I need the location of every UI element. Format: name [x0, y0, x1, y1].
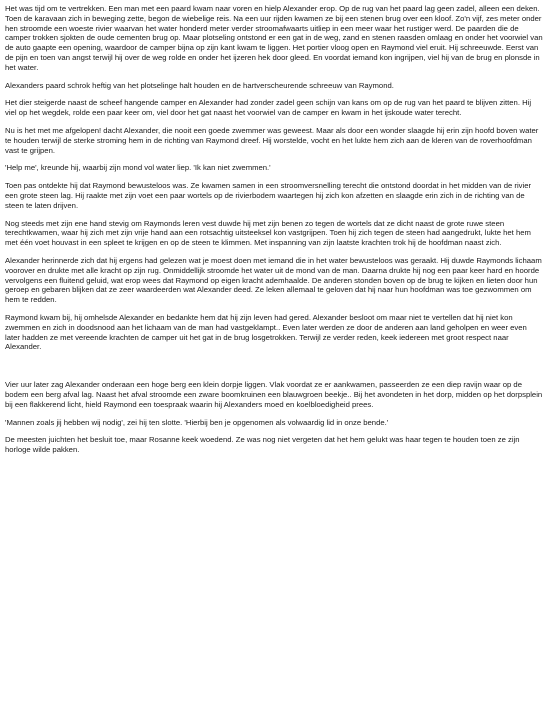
paragraph-raymond-speech: 'Mannen zoals jij hebben wij nodig', zei hij ten slotte. 'Hierbij ben je opgenomen als volwaardig lid in onze bende.' [5, 417, 389, 427]
paragraph-struggle-in-water: Nu is het met me afgelopen! dacht Alexander, die nooit een goede zwemmer was geweest. Maar als door een wonder slaagde hij erin zijn hoofd boven water te houden terwijl de sterke stroming hem in de richting van Raymond dreef. Hij worstelde, vocht en het lukte hem zich aan de kleren van de roverhoofdman vast te grijpen. [5, 125, 539, 155]
paragraph-rosanne-angry: De meesten juichten het besluit toe, maar Rosanne keek woedend. Ze was nog niet vergeten dat het hem gelukt was haar tegen te houden toen ze zijn horloge wilde pakken. [5, 435, 520, 455]
paragraph-village-arrival: Vier uur later zag Alexander onderaan een hoge berg een klein dorpje liggen. Vlak voordat ze er aankwamen, passeerden ze een diep ravijn waar op de bodem een berg afval lag. Naast het afval stroomde een zware boomkruinen een blauwgroen beekje.. Bij het avondeten in het dorp, midden op het dorpsplein bij een flakkerend licht, hield Raymond een toespraak waarin hij Alexanders moed en koelbloedigheid prees. [5, 380, 543, 409]
document-page [5, 4, 543, 463]
paragraph-help-me: 'Help me', kreunde hij, waarbij zijn mond vol water liep. 'Ik kan niet zwemmen.' [5, 163, 271, 173]
paragraph-raymond-unconscious: Toen pas ontdekte hij dat Raymond bewusteloos was. Ze kwamen samen in een stroomversnelling terecht die ontstond doordat in het midden van de rivier een grote steen lag. Hij raakte met zijn voet een paar wortels op de rivierbodem waartegen hij zich kon afzetten en slaagde erin zich in de richting van de steen te laten drijven. [5, 181, 532, 210]
section-break [5, 360, 543, 380]
paragraph-bridge-accident: Het was tijd om te vertrekken. Een man met een paard kwam naar voren en hielp Alexander erop. Op de rug van het paard lag geen zadel, alleen een deken. Toen de karavaan zich in beweging zette, begon de wiebelige reis. Na een uur rijden kwamen ze bij een stenen brug over een kloof. Zo'n vijf, zes meter onder hen stroomde een woeste rivier waarvan het water honderd meter verder stroomafwaarts uitliep in een meer waar het rustiger werd. De paarden die de camper trokken sjokten de oude cementen brug op. Maar plotseling ontstond er een gat in de weg, zand en stenen raasden omlaag en onder het voorwiel van de auto gaapte een opening, waardoor de camper bijna op zijn kant kwam te liggen. Het portier vloog open en Raymond viel eruit. Hij schreeuwde. Eerst van de pijn en toen van angst terwijl hij over de weg rolde en onder het ijzeren hek door gleed. En voordat iemand kon ingrijpen, viel hij van de brug en plonsde in het water. [5, 4, 543, 72]
paragraph-raymond-thanks: Raymond kwam bij, hij omhelsde Alexander en bedankte hem dat hij zijn leven had gered. Alexander besloot om maar niet te vertellen dat hij niet kon zwemmen en zich in doodsnood aan het lichaam van de man had vastgeklampt.. Even later werden ze door de anderen aan land geholpen en weer even later hadden ze met vereende krachten de camper uit het gat in de brug losgetrokken. Terwijl ze verder reden, keek iedereen met groot respect naar Alexander. [5, 312, 527, 352]
paragraph-alexander-falls: Het dier steigerde naast de scheef hangende camper en Alexander had zonder zadel geen schijn van kans om op de rug van het paard te blijven zitten. Hij viel op het wegdek, rolde een paar keer om, viel door het gat naast het voorwiel van de camper en kwam in het ijskoude water terecht. [5, 98, 532, 118]
paragraph-horse-startled: Alexanders paard schrok heftig van het plotselinge halt houden en de hartverscheurende schreeuw van Raymond. [5, 80, 394, 90]
paragraph-revival: Alexander herinnerde zich dat hij ergens had gelezen wat je moest doen met iemand die in het water bewusteloos was geraakt. Hij duwde Raymonds lichaam voorover en drukte met alle kracht op zijn rug. Onmiddellijk stroomde het water uit de mond van de man. Daarna drukte hij nog een paar keer hard en hoorde vervolgens een fluitend geluid, wat erop wees dat Raymond op eigen kracht ademhaalde. De anderen stonden boven op de brug te kijken en lieten door hun geroep en gebaren blijken dat ze zeer waardeerden wat Alexander deed. Ze leken allemaal te geloven dat hij naar hun hoofdman was toe gezwommen om hem te redden. [5, 255, 542, 305]
paragraph-climb-stone: Nog steeds met zijn ene hand stevig om Raymonds leren vest duwde hij met zijn benen zo tegen de wortels dat ze dicht naast de grote ruwe steen terechtkwamen, waar hij zich met zijn vrije hand aan een rotsachtig uitsteeksel kon vastgrijpen. Toen hij zich tegen de steen had aangedrukt, lukte het hem met één voet houvast in een spleet te krijgen en op de steen te klimmen. Met inspanning van zijn laatste krachten trok hij de hoofdman naast zich. [5, 218, 531, 248]
